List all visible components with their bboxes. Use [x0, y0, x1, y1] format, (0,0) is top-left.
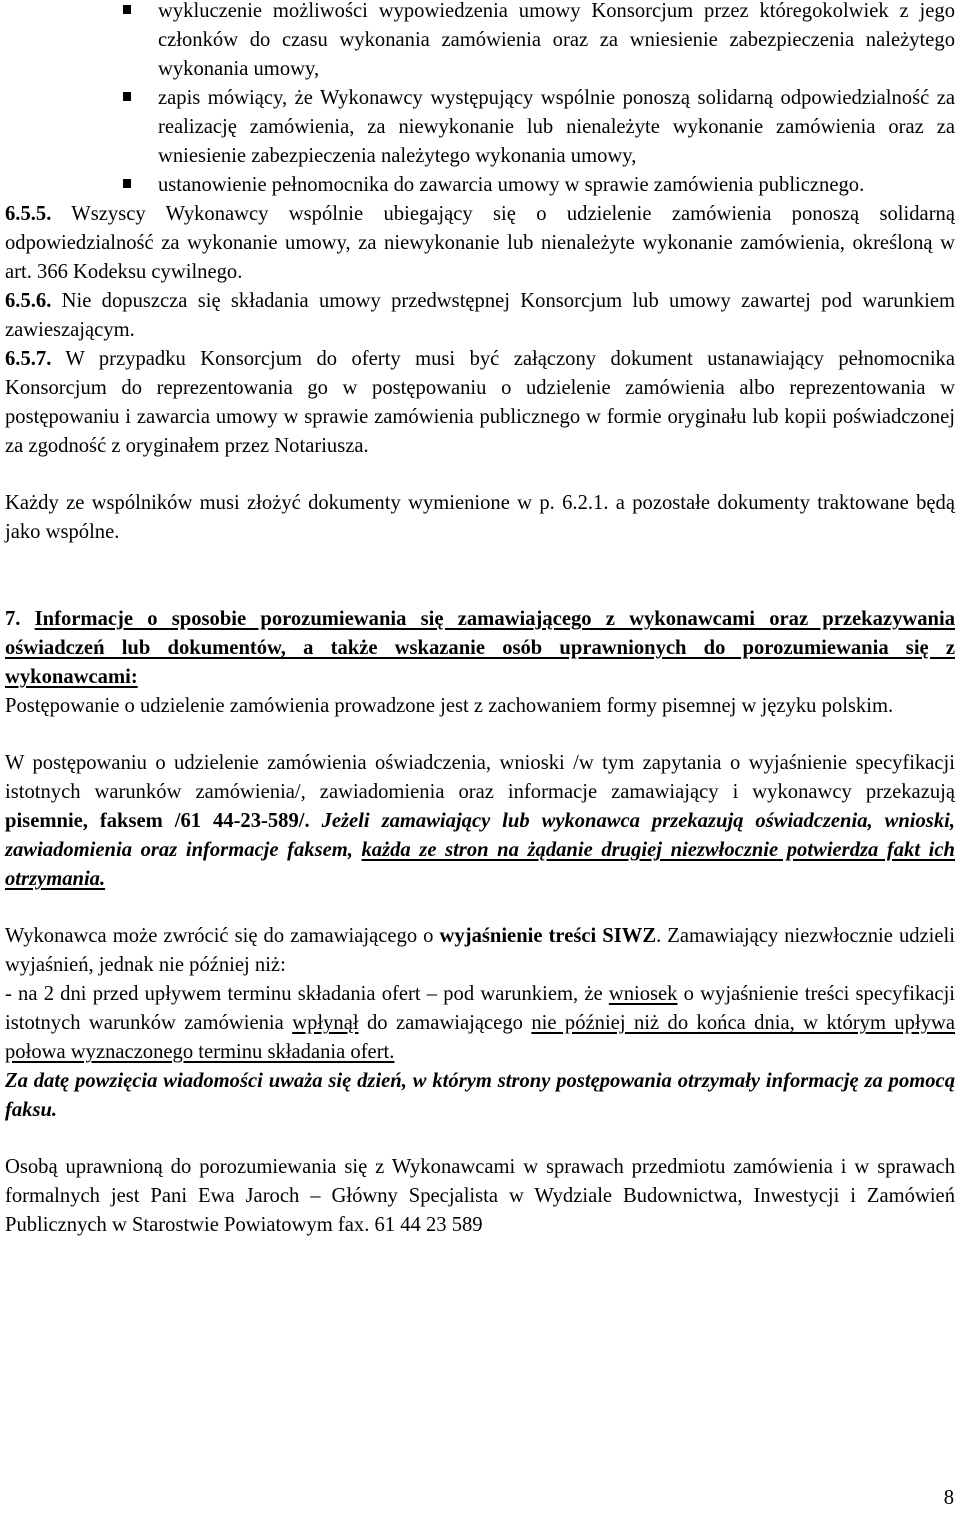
paragraph-forma-pisemna: Postępowanie o udzielenie zamówienia prowadzone jest z zachowaniem formy pisemnej w języku polskim.	[5, 695, 894, 717]
square-bullet-icon	[123, 92, 131, 101]
fax-number-text: pisemnie, faksem /61 44-23-589/.	[5, 810, 310, 832]
paragraph-wspolnicy: Każdy ze wspólników musi złożyć dokumenty wymienione w p. 6.2.1. a pozostałe dokumenty traktowane będą jako wspólne.	[5, 492, 955, 543]
paragraph-osoba-uprawniona: Osobą uprawnioną do porozumiewania się z Wykonawcami w sprawach przedmiotu zamówienia i w sprawach formalnych jest Pani Ewa Jaroch – Główny Specjalista w Wydziale Budownictwa, Inwestycji i Zamówień Publicznych w Starostwie Powiatowym fax. 61 44 23 589	[5, 1156, 955, 1236]
list-item: zapis mówiący, że Wykonawcy występujący wspólnie ponoszą solidarną odpowiedzialność za realizację zamówienia, za niewykonanie lub nienależyte wykonanie zamówienia oraz za wniesienie zabezpieczenia należytego wykonania umowy,	[5, 84, 955, 171]
square-bullet-icon	[123, 5, 131, 14]
section-number: 6.5.7.	[5, 348, 52, 370]
bullet-list	[5, 0, 955, 200]
section-7-heading	[5, 605, 955, 692]
paragraph-text: W przypadku Konsorcjum do oferty musi być załączony dokument ustanawiający pełnomocnika Konsorcjum do reprezentowania go w postępowaniu o udzielenie zamówienia albo reprezentowania w postępowaniu i zawarcia umowy w sprawie zamówienia publicznego w formie oryginału lub kopii poświadczonej za zgodność z oryginałem przez Notariusza.	[5, 348, 955, 457]
section-title: Informacje o sposobie porozumiewania się zamawiającego z wykonawcami oraz przekazywania oświadczeń lub dokumentów, a także wskazanie osób uprawnionych do porozumiewania się z wykonawcami:	[5, 608, 956, 688]
paragraph-text: Wszyscy Wykonawcy wspólnie ubiegający się o udzielenie zamówienia ponoszą solidarną odpowiedzialność za wykonanie umowy, za niewykonanie lub nienależyte wykonanie zamówienia, określoną w art. 366 Kodeksu cywilnego.	[5, 203, 955, 283]
paragraph-6-5-7	[5, 345, 955, 461]
paragraph-wyjasnienie-siwz: Wykonawca może zwrócić się do zamawiającego o wyjaśnienie treści SIWZ. Zamawiający niezwłocznie udzieli wyjaśnień, jednak nie później niż: - na 2 dni przed upływem terminu składania ofert – pod warunkiem, że wniosek o wyjaśnienie treści specyfikacji istotnych warunków zamówienia wpłynął do zamawiającego nie później niż do końca dnia, w którym upływa połowa wyznaczonego terminu składania ofert. Za datę powzięcia wiadomości uważa się dzień, w którym strony postępowania otrzymały informację za pomocą faksu.	[5, 925, 956, 1121]
list-item: ustanowienie pełnomocnika do zawarcia umowy w sprawie zamówienia publicznego.	[5, 171, 955, 200]
document-page	[5, 0, 955, 1240]
paragraph-6-5-6	[5, 287, 955, 345]
section-number: 7.	[5, 608, 35, 630]
paragraph-text: Nie dopuszcza się składania umowy przedwstępnej Konsorcjum lub umowy zawartej pod warunkiem zawieszającym.	[5, 290, 955, 341]
page-number: 8	[943, 1487, 954, 1509]
paragraph-6-5-5	[5, 200, 955, 287]
section-number: 6.5.6.	[5, 290, 52, 312]
square-bullet-icon	[123, 179, 131, 188]
paragraph-komunikacja: W postępowaniu o udzielenie zamówienia oświadczenia, wnioski /w tym zapytania o wyjaśnienie specyfikacji istotnych warunków zamówienia/, zawiadomienia oraz informacje zamawiający i wykonawcy przekazują pisemnie, faksem /61 44-23-589/. Jeżeli zamawiający lub wykonawca przekazują oświadczenia, wnioski, zawiadomienia oraz informacje faksem, każda ze stron na żądanie drugiej niezwłocznie potwierdza fakt ich otrzymania.	[5, 752, 955, 890]
section-number: 6.5.5.	[5, 203, 52, 225]
list-item: wykluczenie możliwości wypowiedzenia umowy Konsorcjum przez któregokolwiek z jego członków do czasu wykonania zamówienia oraz za wniesienie zabezpieczenia należytego wykonania umowy,	[5, 0, 955, 84]
